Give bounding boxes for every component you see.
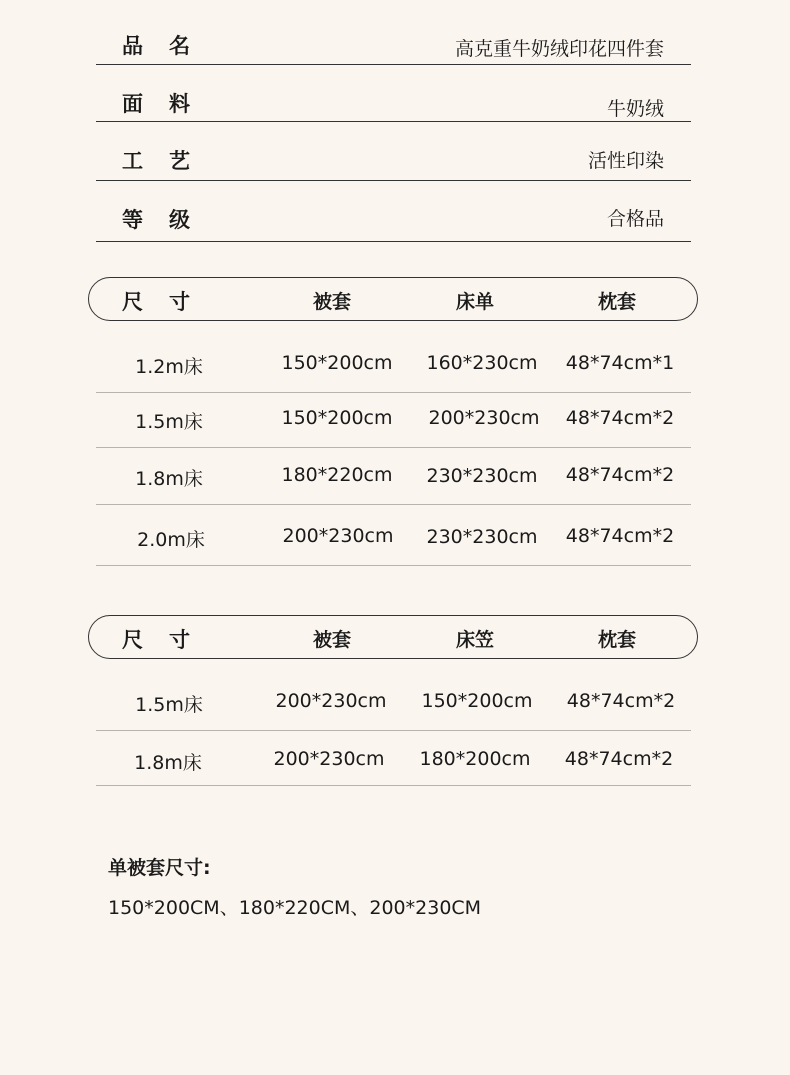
spec-row-fabric [96, 83, 691, 122]
spec-value: 合格品 [606, 208, 664, 230]
row-duvet: 200*230cm [275, 690, 387, 712]
spec-row-process [96, 139, 691, 181]
table1-header-size: 尺寸 [122, 290, 216, 314]
row-bed-size: 2.0m床 [137, 529, 205, 551]
spec-label: 工艺 [122, 149, 216, 173]
row-duvet: 180*220cm [281, 464, 393, 486]
row-pillow: 48*74cm*2 [565, 464, 675, 486]
table-row [96, 338, 691, 393]
spec-value: 高克重牛奶绒印花四件套 [454, 38, 664, 60]
row-pillow: 48*74cm*2 [565, 407, 675, 429]
spec-label: 品名 [122, 34, 216, 58]
row-duvet: 200*230cm [273, 748, 385, 770]
row-bed-size: 1.8m床 [134, 752, 202, 774]
row-bed-size: 1.8m床 [135, 468, 203, 490]
row-bed-size: 1.5m床 [135, 694, 203, 716]
table-row [96, 393, 691, 448]
single-duvet-size-title: 单被套尺寸: [108, 857, 211, 879]
row-sheet: 200*230cm [428, 407, 540, 429]
table1-header-sheet: 床单 [456, 291, 495, 313]
single-duvet-size-values: 150*200CM、180*220CM、200*230CM [108, 897, 482, 919]
spec-row-grade [96, 196, 691, 242]
row-bed-size: 1.2m床 [135, 356, 203, 378]
table2-header-fitted-sheet: 床笠 [456, 629, 495, 651]
row-duvet: 150*200cm [281, 407, 393, 429]
spec-label: 面料 [122, 92, 216, 116]
spec-label: 等级 [122, 208, 216, 232]
table-row [96, 448, 691, 505]
table1-header-pillow: 枕套 [598, 291, 637, 313]
spec-value: 活性印染 [587, 150, 664, 172]
table2-header [88, 615, 698, 659]
table1-header-duvet: 被套 [313, 291, 352, 313]
table1-header [88, 277, 698, 321]
spec-value: 牛奶绒 [606, 98, 664, 120]
table-row [96, 505, 691, 566]
row-pillow: 48*74cm*2 [565, 525, 675, 547]
row-sheet: 230*230cm [426, 526, 538, 548]
row-sheet: 160*230cm [426, 352, 538, 374]
row-duvet: 200*230cm [282, 525, 394, 547]
table2-header-duvet: 被套 [313, 629, 352, 651]
table-row [96, 676, 691, 731]
spec-row-name [96, 26, 691, 65]
row-pillow: 48*74cm*1 [565, 352, 675, 374]
table-row [96, 731, 691, 786]
table2-header-size: 尺寸 [122, 628, 216, 652]
row-sheet: 230*230cm [426, 465, 538, 487]
row-pillow: 48*74cm*2 [566, 690, 676, 712]
row-pillow: 48*74cm*2 [564, 748, 674, 770]
row-fitted-sheet: 150*200cm [421, 690, 533, 712]
row-fitted-sheet: 180*200cm [419, 748, 531, 770]
row-duvet: 150*200cm [281, 352, 393, 374]
table2-header-pillow: 枕套 [598, 629, 637, 651]
row-bed-size: 1.5m床 [135, 411, 203, 433]
